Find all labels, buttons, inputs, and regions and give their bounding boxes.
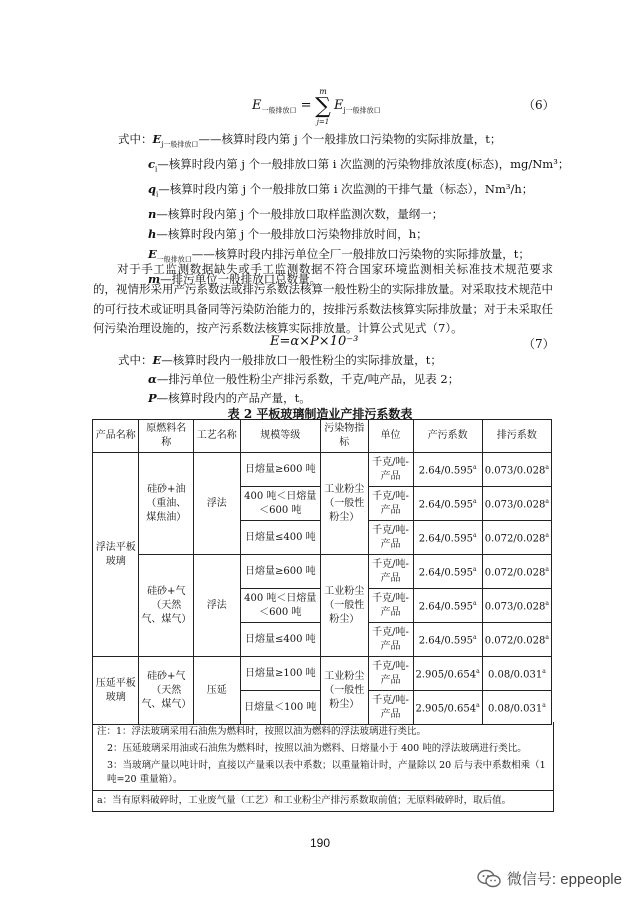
- prod-value: 2.64/0.595: [418, 567, 473, 579]
- def-text: —核算时段内的产品产量，t。: [156, 391, 311, 405]
- equation-6: [0, 88, 640, 128]
- table-header-row: [93, 420, 552, 453]
- sup: a: [472, 463, 477, 471]
- emit-cell: [482, 589, 551, 623]
- prod-value: 2.64/0.595: [418, 533, 473, 545]
- header-cell: 污染物指标: [321, 420, 368, 453]
- sup: a: [545, 599, 549, 607]
- product-cell: 压延平板玻璃: [93, 657, 139, 725]
- pollutant-cell: 工业粉尘（一般性粉尘）: [321, 453, 368, 555]
- emit-cell: [482, 657, 551, 691]
- prod-cell: [413, 691, 482, 725]
- unit-cell: 千克/吨-产品: [368, 555, 413, 589]
- def-var: E: [152, 132, 162, 146]
- watermark: [477, 868, 622, 889]
- emit-value: 0.073/0.028: [484, 499, 546, 511]
- scale-cell: 400 吨＜日熔量＜600 吨: [240, 487, 321, 521]
- unit-cell: 千克/吨-产品: [368, 453, 413, 487]
- def-text: —核算时段内第 j 个一般排放口取样监测次数，量纲一；: [156, 207, 444, 222]
- def-sub: i: [156, 190, 159, 199]
- header-cell: 单位: [368, 420, 413, 453]
- prod-value: 2.64/0.595: [418, 601, 473, 613]
- sup: a: [545, 463, 549, 471]
- table-notes: [92, 722, 554, 812]
- sup: a: [472, 531, 477, 539]
- eq6-rhs: [334, 98, 381, 116]
- prod-cell: [413, 555, 482, 589]
- eq6-rhs-var: E: [334, 98, 344, 113]
- sup: a: [472, 633, 477, 641]
- header-cell: 规模等级: [240, 420, 321, 453]
- emit-value: 0.08/0.031: [487, 669, 543, 681]
- emit-cell: [482, 691, 551, 725]
- def-row: [118, 205, 569, 225]
- table-row: [93, 453, 552, 487]
- sup: a: [476, 701, 480, 709]
- def-var: E: [148, 246, 157, 261]
- process-cell: 浮法: [194, 555, 240, 657]
- pollutant-cell: 工业粉尘（一般性粉尘）: [321, 555, 368, 657]
- def-row: [118, 351, 459, 370]
- process-cell: 压延: [194, 657, 240, 725]
- pollutant-cell: 工业粉尘（一般性粉尘）: [321, 657, 368, 725]
- sup: a: [472, 599, 477, 607]
- def-var: m: [148, 271, 161, 286]
- sup: a: [472, 497, 477, 505]
- emit-value: 0.08/0.031: [487, 703, 543, 715]
- emit-cell: [482, 521, 551, 555]
- note-a: a：当有原料破碎时，工业废气量（工艺）和工业粉尘产排污系数取前值；无原料破碎时，取后值。: [93, 790, 553, 811]
- eq6-lhs: [252, 98, 312, 116]
- sup: a: [545, 633, 549, 641]
- table-row: [93, 657, 552, 691]
- unit-cell: 千克/吨-产品: [368, 691, 413, 725]
- def-sub: j一般排放口: [161, 140, 199, 149]
- table-row: [93, 555, 552, 589]
- def-var: α: [148, 372, 157, 386]
- sup: a: [542, 667, 546, 675]
- fuel-cell: 硅砂+气（天然气、煤气）: [139, 657, 194, 725]
- def-text: —核算时段内第 j 个一般排放口第 i 次监测的干排气量（标态），Nm³/h；: [158, 182, 534, 197]
- def-var: h: [148, 227, 157, 242]
- def-var: n: [148, 207, 157, 222]
- header-cell: 产品名称: [93, 420, 139, 453]
- fuel-cell: 硅砂+气（天然气、煤气）: [139, 555, 194, 657]
- sup: a: [545, 565, 549, 573]
- unit-cell: 千克/吨-产品: [368, 521, 413, 555]
- prod-cell: [413, 487, 482, 521]
- body-paragraph: 对于手工监测数据缺失或手工监测数据不符合国家环境监测相关标准技术规范要求的，视情形采用产污系数法或排污系数法核算一般性粉尘的实际排放量。对采取技术规范中的可行技术或证明具备同等污染防治能力的，按排污系数法核算实际排放量；对于未采取任何污染治理设施的，按产污系数法核算实际排放量。计算公式见式（7）。: [93, 262, 553, 336]
- def-text: —排污单位一般性粉尘产排污系数，千克/吨产品，见表 2；: [156, 372, 460, 386]
- header-cell: 原燃料名称: [139, 420, 194, 453]
- prod-value: 2.905/0.654: [415, 669, 477, 681]
- defs-intro: 式中：: [118, 353, 153, 367]
- scale-cell: 日熔量≥100 吨: [240, 657, 321, 691]
- def-sub: 一般排放口: [156, 255, 192, 264]
- eq6-lhs-sub: 一般排放口: [261, 106, 297, 115]
- scale-cell: 日熔量＜100 吨: [240, 691, 321, 725]
- scale-cell: 400 吨＜日熔量＜600 吨: [240, 589, 321, 623]
- sup: a: [542, 701, 546, 709]
- def-text: —核算时段内第 j 个一般排放口污染物排放时间，h；: [156, 227, 428, 242]
- note-1: 注：1：浮法玻璃采用石油焦为燃料时，按照以油为燃料的浮法玻璃进行类比。: [97, 726, 427, 737]
- header-cell: 产污系数: [413, 420, 482, 453]
- sup: a: [476, 667, 480, 675]
- emit-value: 0.073/0.028: [484, 601, 546, 613]
- emit-cell: [482, 453, 551, 487]
- unit-cell: 千克/吨-产品: [368, 623, 413, 657]
- eq6-rhs-sub: j一般排放口: [343, 106, 381, 115]
- def-row: [118, 225, 569, 245]
- def-sub: i: [155, 165, 158, 174]
- prod-value: 2.64/0.595: [418, 635, 473, 647]
- header-cell: 工艺名称: [194, 420, 240, 453]
- sum-top: m: [319, 87, 327, 96]
- note-2: 2：压延玻璃采用油或石油焦为燃料时，按照以油为燃料、日熔量小于 400 吨的浮法玻璃进行类比。: [107, 743, 527, 754]
- sup: a: [545, 497, 549, 505]
- scale-cell: 日熔量≤400 吨: [240, 623, 321, 657]
- product-cell: 浮法平板玻璃: [93, 453, 139, 657]
- prod-cell: [413, 657, 482, 691]
- process-cell: 浮法: [194, 453, 240, 555]
- emit-value: 0.073/0.028: [484, 465, 546, 477]
- def-var: q: [148, 182, 157, 197]
- def-row: [118, 155, 569, 180]
- def-row: [118, 370, 459, 389]
- def-row: [118, 180, 569, 205]
- sum-symbol: m ∑ j=1: [312, 88, 334, 126]
- eq7-formula: E=α×P×10⁻³: [270, 334, 359, 349]
- def-row: [118, 130, 569, 155]
- sum-bottom: j=1: [316, 118, 330, 126]
- wechat-icon: [477, 869, 501, 889]
- eq6-lhs-var: E: [252, 98, 262, 113]
- prod-cell: [413, 623, 482, 657]
- eq6-equals: =: [300, 98, 312, 113]
- defs-intro: 式中：: [118, 132, 153, 146]
- note-3: 3：当玻璃产量以吨计时，直接以产量乘以表中系数；以重量箱计时，产量除以 20 后与表中系数相乘（1 吨=20 重量箱）。: [107, 760, 546, 785]
- prod-cell: [413, 589, 482, 623]
- emit-cell: [482, 555, 551, 589]
- coefficient-table: [92, 419, 552, 725]
- def-var: E: [152, 353, 162, 367]
- prod-cell: [413, 453, 482, 487]
- def-text: ——核算时段内排污单位全厂一般排放口污染物的实际排放量，t；: [191, 246, 530, 261]
- unit-cell: 千克/吨-产品: [368, 657, 413, 691]
- prod-cell: [413, 521, 482, 555]
- unit-cell: 千克/吨-产品: [368, 487, 413, 521]
- eq6-number: （6）: [523, 98, 555, 112]
- emit-cell: [482, 487, 551, 521]
- def-text: —核算时段内第 j 个一般排放口第 i 次监测的污染物排放浓度(标态)，mg/Nm³；: [157, 157, 570, 172]
- definitions-eq7: [118, 351, 459, 408]
- scale-cell: 日熔量≥600 吨: [240, 453, 321, 487]
- page-number: 190: [309, 836, 331, 850]
- emit-value: 0.072/0.028: [484, 635, 546, 647]
- sup: a: [545, 531, 549, 539]
- eq7-number: （7）: [523, 337, 555, 351]
- fuel-cell: 硅砂+油（重油、煤焦油）: [139, 453, 194, 555]
- prod-value: 2.64/0.595: [418, 499, 473, 511]
- prod-value: 2.64/0.595: [418, 465, 473, 477]
- unit-cell: 千克/吨-产品: [368, 589, 413, 623]
- watermark-text: 微信号: eppeople: [506, 871, 622, 888]
- emit-value: 0.072/0.028: [484, 533, 546, 545]
- def-text: —核算时段内一般排放口一般性粉尘的实际排放量，t；: [161, 353, 442, 367]
- def-var: c: [148, 157, 156, 172]
- table-caption: 表 2 平板玻璃制造业产排污系数表: [227, 407, 413, 421]
- def-var: P: [148, 391, 157, 405]
- emit-value: 0.072/0.028: [484, 567, 546, 579]
- sup: a: [472, 565, 477, 573]
- header-cell: 排污系数: [482, 420, 551, 453]
- def-text: ——核算时段内第 j 个一般排放口污染物的实际排放量，t；: [198, 132, 502, 146]
- emit-cell: [482, 623, 551, 657]
- prod-value: 2.905/0.654: [415, 703, 477, 715]
- scale-cell: 日熔量≤400 吨: [240, 521, 321, 555]
- scale-cell: 日熔量≥600 吨: [240, 555, 321, 589]
- def-text: —排污单位一般排放口总数量。: [160, 271, 322, 286]
